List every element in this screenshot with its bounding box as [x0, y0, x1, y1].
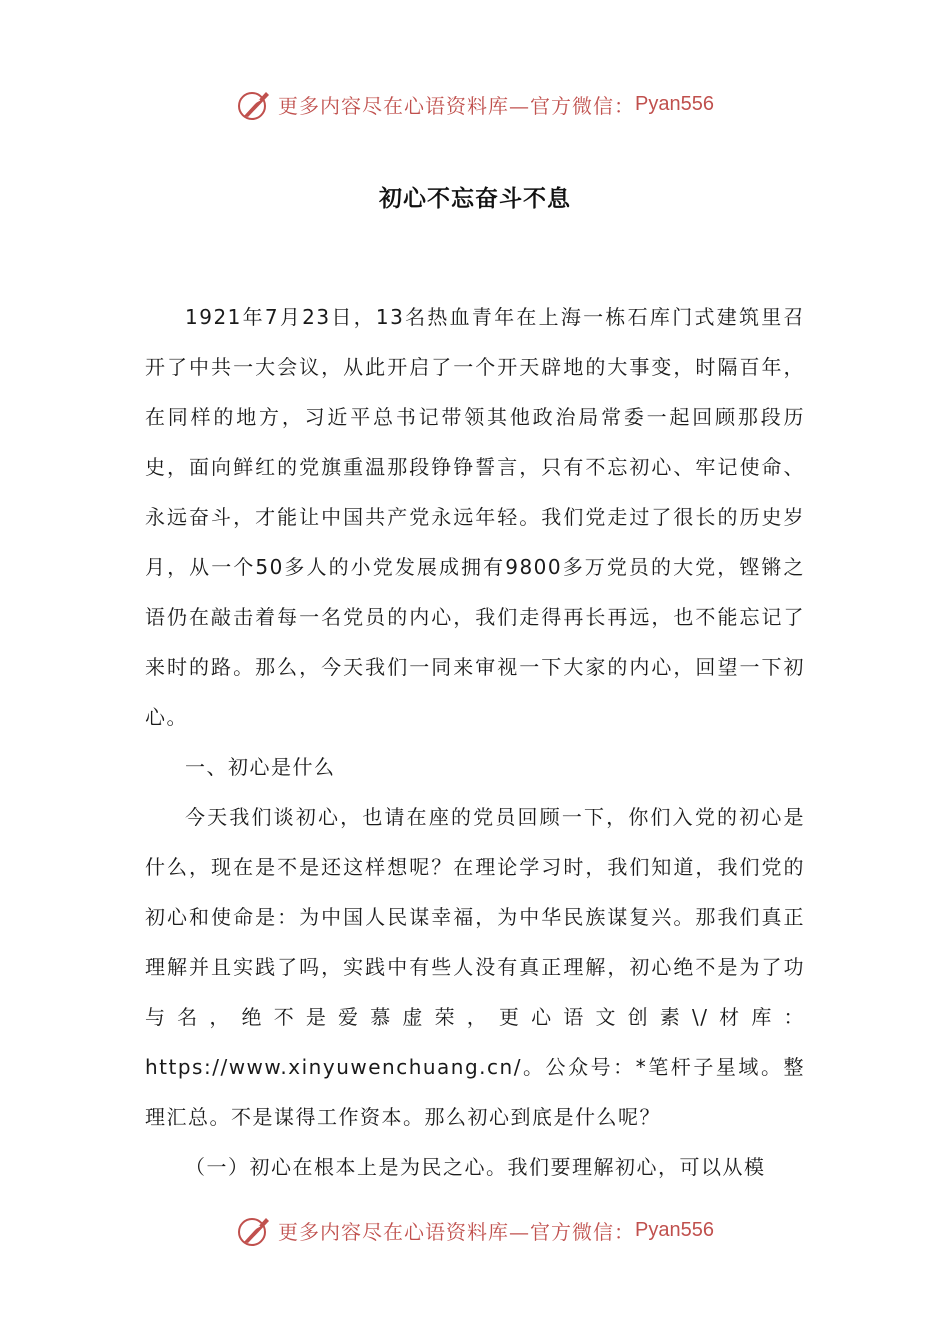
quill-logo-icon: [236, 86, 272, 122]
watermark-wechat-id: Pyan556: [635, 1218, 714, 1241]
document-title: 初心不忘奋斗不息: [379, 186, 571, 212]
document-body: [145, 292, 805, 1192]
paragraph-intro: 1921年7月23日，13名热血青年在上海一栋石库门式建筑里召开了中共一大会议，从此开启了一个开天辟地的大事变，时隔百年，在同样的地方，习近平总书记带领其他政治局常委一起回顾那段历史，面向鲜红的党旗重温那段铮铮誓言，只有不忘初心、牢记使命、永远奋斗，才能让中国共产党永远年轻。我们党走过了很长的历史岁月，从一个50多人的小党发展成拥有9800多万党员的大党，铿锵之语仍在敲击着每一名党员的内心，我们走得再长再远，也不能忘记了来时的路。那么，今天我们一同来审视一下大家的内心，回望一下初心。: [145, 305, 805, 729]
quill-logo-icon: [236, 1212, 272, 1248]
section-heading: 一、初心是什么: [185, 755, 336, 779]
subsection-heading: （一）初心在根本上是为民之心。我们要理解初心，可以从模: [185, 1155, 766, 1179]
watermark-wechat-label: 官方微信：: [530, 1219, 636, 1244]
paragraph-initial-heart: 今天我们谈初心，也请在座的党员回顾一下，你们入党的初心是什么，现在是不是还这样想呢？在理论学习时，我们知道，我们党的初心和使命是：为中国人民谋幸福，为中华民族谋复兴。那我们真正理解并且实践了吗，实践中有些人没有真正理解，初心绝不是为了功与名，绝不是爱慕虚荣，更心语文创素\/材库：https://www.xinyuwenchuang.cn/。公众号：*笔杆子星域。整理汇总。不是谋得工作资本。那么初心到底是什么呢？: [145, 805, 805, 1129]
watermark-footer: [0, 1210, 950, 1250]
watermark-wechat-id: Pyan556: [635, 92, 714, 115]
watermark-site-text: 更多内容尽在心语资料库—: [278, 93, 531, 118]
watermark-header: [0, 84, 950, 124]
watermark-wechat-label: 官方微信：: [530, 93, 636, 118]
watermark-site-text: 更多内容尽在心语资料库—: [278, 1219, 531, 1244]
